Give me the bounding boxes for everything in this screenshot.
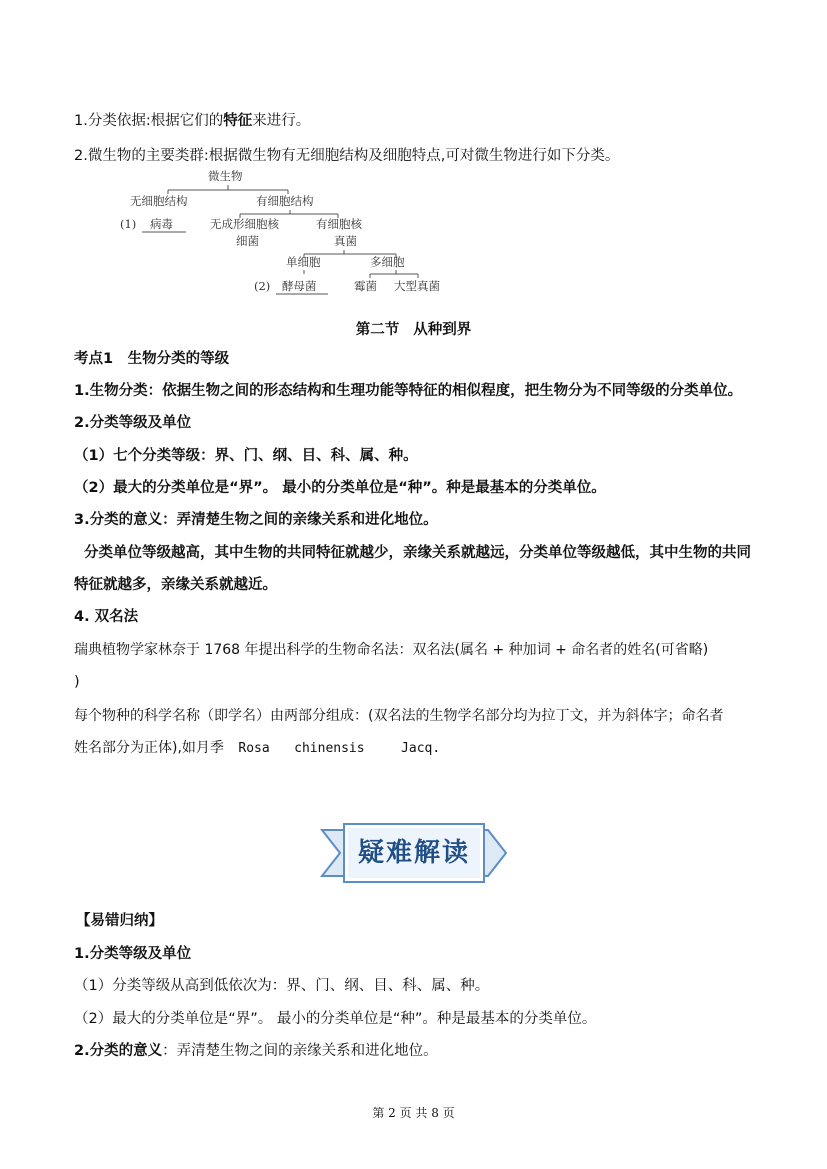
banner-label: 疑难解读 bbox=[357, 838, 470, 868]
tree-unicellular: 单细胞 bbox=[286, 255, 321, 269]
tree-multicellular: 多细胞 bbox=[370, 255, 405, 269]
tree-root: 微生物 bbox=[208, 169, 243, 183]
common-errors-heading: 【易错归纳】 bbox=[76, 913, 163, 929]
classification-basis-pre: 1.分类依据:根据它们的 bbox=[74, 113, 224, 129]
tree-fungi: 真菌 bbox=[334, 234, 357, 248]
scientific-name-sentence-2 bbox=[74, 738, 440, 759]
linnaeus-sentence-2: ) bbox=[74, 674, 80, 690]
error-significance bbox=[74, 1041, 438, 1061]
linnaeus-sentence-1: 瑞典植物学家林奈于 1768 年提出科学的生物命名法：双名法(属名 + 种加词 + 命名者的姓名(可省略) bbox=[74, 642, 709, 658]
tree-no-cell: 无细胞结构 bbox=[130, 194, 188, 208]
biological-classification: 1.生物分类：依据生物之间的形态结构和生理功能等特征的相似程度，把生物分为不同等级的分类单位。 bbox=[74, 383, 743, 399]
classification-significance: 3.分类的意义：弄清楚生物之间的亲缘关系和进化地位。 bbox=[74, 512, 438, 528]
tree-yeast: 酵母菌 bbox=[282, 279, 317, 293]
microbe-groups: 2.微生物的主要类群:根据微生物有无细胞结构及细胞特点,可对微生物进行如下分类。 bbox=[74, 148, 620, 164]
tree-virus: 病毒 bbox=[150, 217, 173, 231]
tree-bacteria: 细菌 bbox=[236, 234, 259, 248]
tree-no-nucleus: 无成形细胞核 bbox=[210, 217, 279, 231]
error-rank-order: （1）分类等级从高到低依次为：界、门、纲、目、科、属、种。 bbox=[74, 978, 490, 994]
scientific-name-text: 姓名部分为正体),如月季 bbox=[74, 740, 224, 756]
binomial-heading: 4. 双名法 bbox=[74, 609, 139, 625]
scientific-name-sentence-1: 每个物种的科学名称（即学名）由两部分组成：(双名法的生物学名部分均为拉丁文，并为斜体字；命名者 bbox=[74, 708, 724, 724]
classification-basis-keyword: 特征 bbox=[223, 113, 253, 129]
section-title bbox=[0, 318, 827, 339]
page-footer: 第 2 页 共 8 页 bbox=[372, 1106, 455, 1120]
exam-point-heading: 考点1 生物分类的等级 bbox=[74, 351, 230, 367]
rank-relationship-1: 分类单位等级越高，其中生物的共同特征就越少，亲缘关系就越远，分类单位等级越低，其中生物的共同 bbox=[84, 545, 751, 561]
tree-mushroom: 大型真菌 bbox=[394, 279, 440, 293]
latin-species: chinensis bbox=[294, 741, 365, 756]
largest-smallest-unit: （2）最大的分类单位是“界”。 最小的分类单位是“种”。种是最基本的分类单位。 bbox=[74, 480, 606, 496]
rank-relationship-2: 特征就越多，亲缘关系就越近。 bbox=[74, 577, 277, 593]
microbe-classification-tree bbox=[108, 166, 468, 296]
seven-ranks: （1）七个分类等级：界、门、纲、目、科、属、种。 bbox=[74, 448, 418, 464]
tree-label-2: (2) bbox=[254, 279, 271, 293]
latin-genus: Rosa bbox=[238, 741, 270, 756]
tree-has-nucleus: 有细胞核 bbox=[316, 217, 362, 231]
error-significance-text: ：弄清楚生物之间的亲缘关系和进化地位。 bbox=[162, 1043, 438, 1059]
section-number: 第二节 bbox=[355, 322, 400, 338]
error-largest-smallest: （2）最大的分类单位是“界”。 最小的分类单位是“种”。种是最基本的分类单位。 bbox=[74, 1011, 597, 1027]
tree-label-1: (1) bbox=[120, 217, 137, 231]
tree-has-cell: 有细胞结构 bbox=[256, 194, 314, 208]
error-significance-label: 2.分类的意义 bbox=[74, 1043, 163, 1059]
classification-basis bbox=[74, 111, 310, 131]
section-name: 从种到界 bbox=[413, 322, 472, 338]
classification-basis-post: 来进行。 bbox=[252, 113, 311, 129]
error-rank-heading: 1.分类等级及单位 bbox=[74, 946, 192, 962]
latin-author: Jacq. bbox=[401, 741, 441, 756]
difficulty-banner bbox=[318, 822, 510, 884]
tree-mold: 霉菌 bbox=[354, 279, 377, 293]
rank-and-unit-heading: 2.分类等级及单位 bbox=[74, 415, 192, 431]
